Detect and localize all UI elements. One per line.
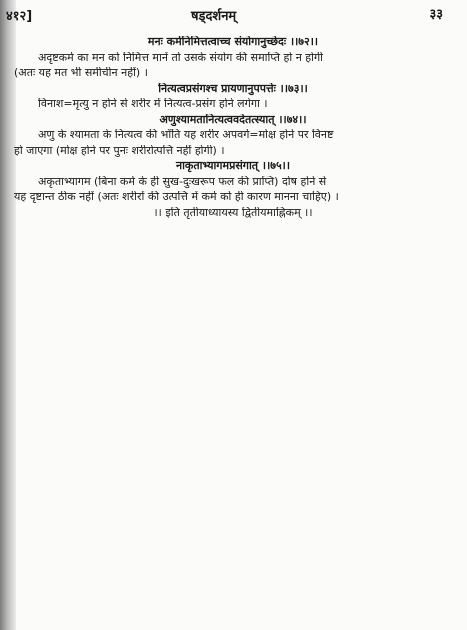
sutra-72: मनः कर्मनिमित्तत्वाच्च संयोगानुच्छेदः ।।७२।। — [147, 36, 319, 48]
commentary-line: यह दृष्टान्त ठीक नहीं (अतः शरीरों की उत्पत्ति में कर्म को ही कारण मानना चाहिए) । — [14, 191, 339, 203]
corner-mark: ३३ — [429, 7, 443, 22]
commentary-line: अणु के श्यामता के नित्यत्व की भाँति यह शरीर अपवर्ग=मोक्ष होने पर विनष्ट — [38, 129, 334, 141]
commentary-line: विनाश=मृत्यु न होने से शरीर में नित्यत्व-प्रसंग होने लगेगा । — [38, 98, 268, 110]
page-number: ४१२] — [6, 9, 33, 24]
commentary-line: अकृताभ्यागम (बिना कर्म के ही सुख-दुःखरूप फल की प्राप्ति) दोष होने से — [38, 175, 327, 188]
page-body — [14, 36, 452, 222]
commentary-line: अदृष्टकर्म का मन को निमित्त मानें तो उसके संयोग की समाप्ति हो न होगी — [38, 51, 324, 64]
sutra-73: नित्यत्वप्रसंगश्च प्रायणानुपपत्तेः ।।७३।। — [158, 82, 308, 95]
commentary-line: हो जाएगा (मोक्ष होने पर पुनः शरीरोत्पत्ति नहीं होगी) । — [14, 144, 225, 157]
running-title: षड्दर्शनम् — [191, 9, 237, 24]
sutra-74: अणुश्यामतानित्यत्ववदेतत्स्यात् ।।७४।। — [159, 113, 307, 126]
chapter-colophon: ।। इति तृतीयाध्यायस्य द्वितीयमाह्निकम् ।। — [153, 206, 313, 219]
sutra-75: नाकृताभ्यागमप्रसंगात् ।।७५।। — [175, 160, 291, 172]
commentary-line: (अतः यह मत भी समीचीन नहीं) । — [14, 67, 148, 79]
page-header — [6, 6, 443, 28]
